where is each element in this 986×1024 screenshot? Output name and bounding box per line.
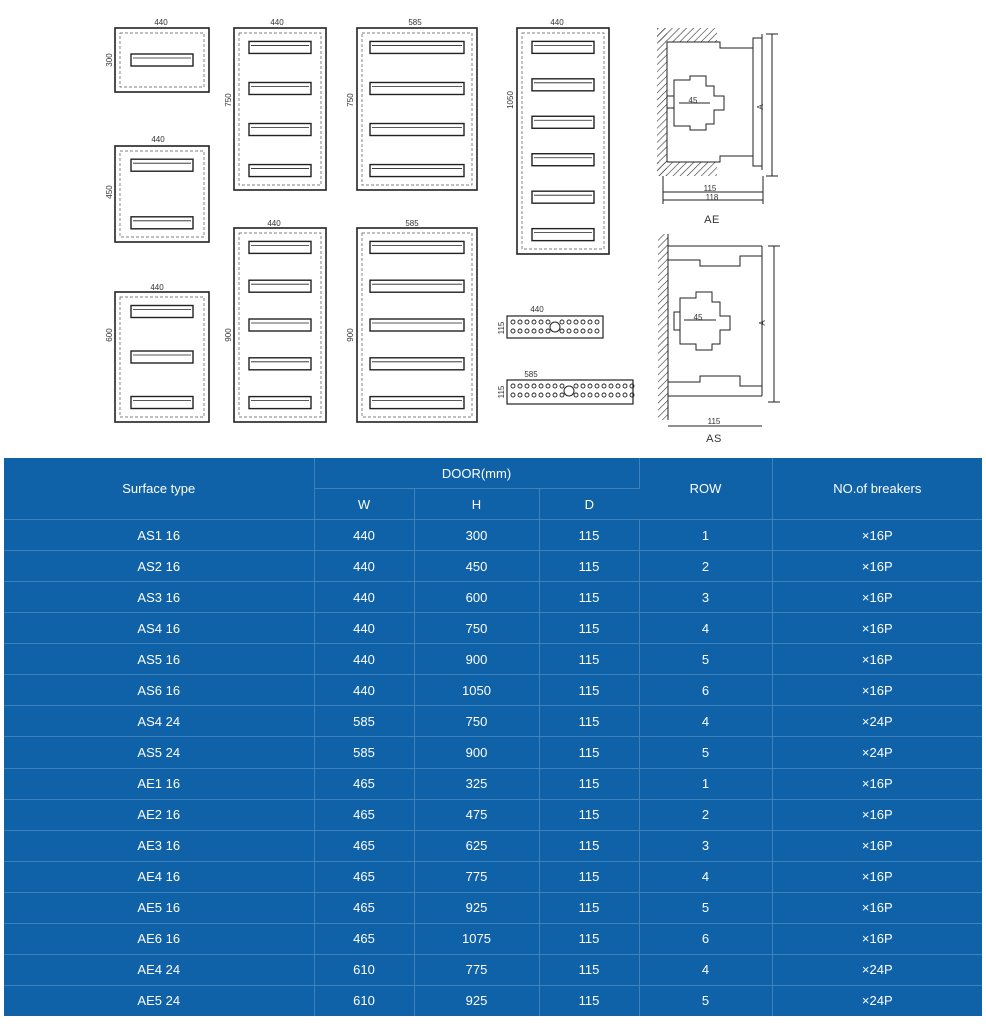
dim-ae-depth-2: 118 (705, 193, 719, 202)
cell-type: AE3 16 (4, 830, 314, 861)
panel-as5-24 (357, 228, 477, 422)
cell-d: 115 (539, 923, 639, 954)
dim-gland-585-width: 585 (524, 370, 538, 379)
table-row (4, 520, 982, 551)
section-label-ae: AE (704, 214, 720, 226)
cell-h: 325 (414, 768, 539, 799)
cell-type: AS3 16 (4, 582, 314, 613)
gland-plate-585 (507, 380, 634, 404)
cell-d: 115 (539, 861, 639, 892)
table-row (4, 923, 982, 954)
cell-row: 4 (639, 861, 772, 892)
cell-d: 115 (539, 582, 639, 613)
cell-h: 625 (414, 830, 539, 861)
cell-h: 925 (414, 985, 539, 1016)
cell-row: 5 (639, 737, 772, 768)
cell-type: AE5 16 (4, 892, 314, 923)
table-row (4, 830, 982, 861)
cell-breakers: ×24P (772, 737, 982, 768)
table-row (4, 582, 982, 613)
cell-w: 465 (314, 892, 414, 923)
cell-breakers: ×16P (772, 830, 982, 861)
header-breakers: NO.of breakers (772, 458, 982, 520)
cell-w: 440 (314, 551, 414, 582)
cell-type: AE2 16 (4, 799, 314, 830)
cell-h: 600 (414, 582, 539, 613)
cell-type: AE4 24 (4, 954, 314, 985)
cell-h: 1050 (414, 675, 539, 706)
table-row (4, 985, 982, 1016)
header-door: DOOR(mm) (314, 458, 639, 489)
cell-d: 115 (539, 551, 639, 582)
section-label-as: AS (706, 433, 722, 445)
cell-h: 750 (414, 613, 539, 644)
cell-row: 5 (639, 644, 772, 675)
cell-row: 4 (639, 613, 772, 644)
dim-gland-440-depth: 115 (497, 321, 506, 335)
cell-breakers: ×24P (772, 954, 982, 985)
cell-w: 440 (314, 520, 414, 551)
dim-as-a: A (758, 320, 767, 326)
dim-ae-inner: 45 (688, 96, 698, 105)
dim-as4-height: 750 (224, 93, 233, 107)
cell-row: 2 (639, 551, 772, 582)
cell-row: 6 (639, 923, 772, 954)
dim-as2-height: 450 (105, 185, 114, 199)
cell-breakers: ×16P (772, 768, 982, 799)
panel-as3-16 (115, 292, 209, 422)
dim-gland-440-width: 440 (530, 305, 544, 314)
gland-plate-440 (507, 316, 603, 338)
table-row (4, 799, 982, 830)
panel-as2-16 (115, 146, 209, 242)
table-row (4, 737, 982, 768)
table-row (4, 861, 982, 892)
cell-row: 6 (639, 675, 772, 706)
table-row (4, 551, 982, 582)
cell-d: 115 (539, 706, 639, 737)
cell-row: 3 (639, 582, 772, 613)
cell-d: 115 (539, 613, 639, 644)
cell-type: AS2 16 (4, 551, 314, 582)
dim-as6-width: 440 (550, 18, 564, 27)
panel-as6-16 (517, 28, 609, 254)
cell-breakers: ×16P (772, 675, 982, 706)
cell-d: 115 (539, 985, 639, 1016)
cell-row: 2 (639, 799, 772, 830)
cell-breakers: ×16P (772, 582, 982, 613)
table-row (4, 892, 982, 923)
cell-breakers: ×16P (772, 551, 982, 582)
cell-h: 475 (414, 799, 539, 830)
cell-h: 925 (414, 892, 539, 923)
cell-d: 115 (539, 799, 639, 830)
cell-row: 1 (639, 520, 772, 551)
dim-as4-24-width: 585 (408, 18, 422, 27)
cell-w: 610 (314, 985, 414, 1016)
dim-as5-height: 900 (224, 328, 233, 342)
table-row (4, 768, 982, 799)
cell-d: 115 (539, 644, 639, 675)
cell-type: AS5 16 (4, 644, 314, 675)
cell-h: 300 (414, 520, 539, 551)
dim-as4-width: 440 (270, 18, 284, 27)
header-w: W (314, 489, 414, 520)
dim-as6-height: 1050 (506, 91, 515, 109)
cell-breakers: ×16P (772, 644, 982, 675)
cell-w: 465 (314, 768, 414, 799)
cell-breakers: ×24P (772, 706, 982, 737)
dim-as-inner: 45 (693, 313, 703, 322)
dim-as-depth: 115 (707, 417, 721, 426)
cell-type: AE1 16 (4, 768, 314, 799)
cell-d: 115 (539, 830, 639, 861)
cell-type: AS1 16 (4, 520, 314, 551)
cell-d: 115 (539, 892, 639, 923)
panel-as4-24 (357, 28, 477, 190)
cell-w: 440 (314, 644, 414, 675)
header-surface-type: Surface type (4, 458, 314, 520)
panel-as4-16 (234, 28, 326, 190)
cell-breakers: ×16P (772, 799, 982, 830)
cell-row: 5 (639, 985, 772, 1016)
panel-as1-16 (115, 28, 209, 92)
dim-ae-depth-1: 115 (703, 184, 717, 193)
dim-as2-width: 440 (151, 135, 165, 144)
cell-h: 1075 (414, 923, 539, 954)
cell-d: 115 (539, 737, 639, 768)
technical-drawing (0, 0, 986, 458)
ae-section-drawing (657, 28, 778, 204)
cell-row: 4 (639, 954, 772, 985)
cell-h: 750 (414, 706, 539, 737)
cell-w: 440 (314, 582, 414, 613)
cell-d: 115 (539, 675, 639, 706)
as-section-drawing (658, 234, 780, 426)
dim-as3-height: 600 (105, 328, 114, 342)
table-row (4, 644, 982, 675)
panel-dimension-labels (105, 18, 564, 398)
dim-as5-24-width: 585 (405, 219, 419, 228)
cell-h: 900 (414, 737, 539, 768)
dim-as5-width: 440 (267, 219, 281, 228)
cell-type: AS4 16 (4, 613, 314, 644)
dim-as5-24-height: 900 (346, 328, 355, 342)
header-h: H (414, 489, 539, 520)
cell-breakers: ×16P (772, 861, 982, 892)
cell-w: 440 (314, 675, 414, 706)
table-row (4, 613, 982, 644)
cell-w: 440 (314, 613, 414, 644)
cell-w: 465 (314, 830, 414, 861)
dim-as3-width: 440 (150, 283, 164, 292)
cell-row: 3 (639, 830, 772, 861)
specification-table (4, 458, 982, 1016)
header-row: ROW (639, 458, 772, 520)
cell-type: AS6 16 (4, 675, 314, 706)
cell-w: 465 (314, 799, 414, 830)
cell-row: 5 (639, 892, 772, 923)
dim-gland-585-depth: 115 (497, 385, 506, 399)
cell-breakers: ×16P (772, 613, 982, 644)
cell-w: 585 (314, 706, 414, 737)
header-d: D (539, 489, 639, 520)
table-row (4, 954, 982, 985)
cell-w: 585 (314, 737, 414, 768)
dim-as1-width: 440 (154, 18, 168, 27)
table-row (4, 706, 982, 737)
cell-w: 610 (314, 954, 414, 985)
cell-h: 775 (414, 861, 539, 892)
panel-as5-16 (234, 228, 326, 422)
cell-row: 4 (639, 706, 772, 737)
cell-type: AS4 24 (4, 706, 314, 737)
cell-h: 775 (414, 954, 539, 985)
cell-d: 115 (539, 768, 639, 799)
cell-w: 465 (314, 923, 414, 954)
cell-type: AE5 24 (4, 985, 314, 1016)
cell-h: 450 (414, 551, 539, 582)
cell-breakers: ×16P (772, 892, 982, 923)
cell-breakers: ×24P (861, 993, 893, 1009)
dim-ae-a: A (756, 104, 765, 110)
cell-breakers: ×16P (772, 520, 982, 551)
cell-d: 115 (539, 520, 639, 551)
dim-as1-height: 300 (105, 53, 114, 67)
table-row (4, 675, 982, 706)
cell-h: 900 (414, 644, 539, 675)
cell-w: 465 (314, 861, 414, 892)
cell-d: 115 (539, 954, 639, 985)
dim-as4-24-height: 750 (346, 93, 355, 107)
cell-row: 1 (639, 768, 772, 799)
cell-type: AS5 24 (4, 737, 314, 768)
cell-breakers: ×16P (772, 923, 982, 954)
cell-type: AE6 16 (4, 923, 314, 954)
cell-type: AE4 16 (4, 861, 314, 892)
